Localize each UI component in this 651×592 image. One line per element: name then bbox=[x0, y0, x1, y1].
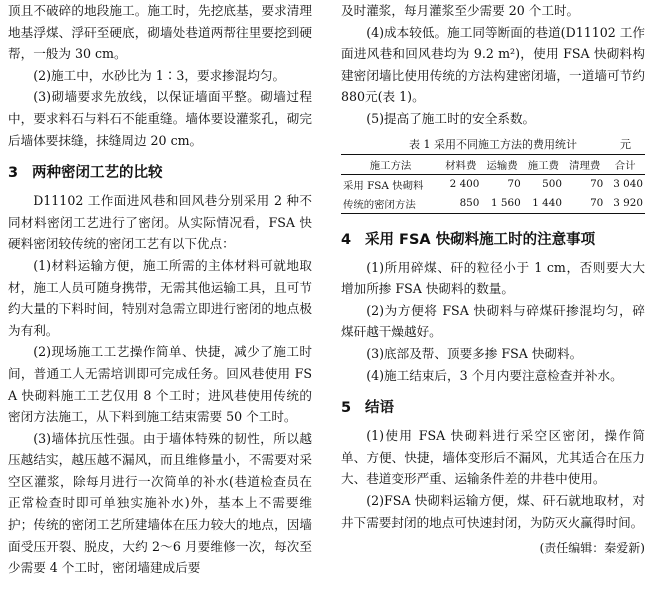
table-cell: 500 bbox=[542, 178, 562, 191]
table-caption-text: 表 1 采用不同施工方法的费用统计 bbox=[409, 137, 577, 151]
table-row bbox=[341, 174, 645, 194]
table-header: 施工方法 bbox=[341, 154, 440, 174]
table-cell: 70 bbox=[590, 178, 604, 191]
table-row bbox=[341, 194, 645, 214]
table-caption bbox=[341, 136, 645, 152]
table-header: 施工费 bbox=[523, 154, 564, 174]
table-cell: 1 440 bbox=[532, 197, 562, 210]
paragraph: 及时灌浆，每月灌浆至少需要 20 个工时。 bbox=[341, 3, 580, 18]
section-title: 结语 bbox=[365, 400, 394, 417]
paragraph: (2)施工中，水砂比为 1∶3，要求掺混均匀。 bbox=[33, 67, 286, 83]
paragraph: 顶且不破碎的地段施工。施工时，先挖底基，要求清理地基浮煤、浮矸至硬底，砌墙处巷道两帮往里要挖到硬帮，一般为 30 cm。 bbox=[8, 3, 312, 62]
editor-credit: (责任编辑：秦爱新) bbox=[539, 541, 645, 556]
table-cell: 70 bbox=[590, 197, 604, 210]
paragraph: D11102 工作面进风巷和回风巷分别采用 2 种不同材料密闭工艺进行了密闭。从实际情况看，FSA 快硬料密闭较传统的密闭工艺有以下优点： bbox=[8, 193, 312, 252]
table-cell: 2 400 bbox=[449, 178, 480, 191]
left-column bbox=[8, 0, 312, 579]
table-cell: 传统的密闭方法 bbox=[343, 198, 416, 211]
right-column bbox=[341, 0, 645, 556]
table-header: 材料费 bbox=[440, 154, 481, 174]
table-cell: 3 040 bbox=[613, 178, 643, 191]
paragraph: (1)材料运输方便，施工所需的主体材料可就地取材，施工人员可随身携带，无需其他运输工具，且可节约大量的下料时间，特别对急需立即进行密闭的地点极为有利。 bbox=[8, 257, 312, 338]
paragraph: (2)为方便将 FSA 快砌料与碎煤矸掺混均匀，碎煤矸越干燥越好。 bbox=[341, 302, 645, 340]
table-cell: 70 bbox=[507, 178, 521, 191]
section-heading-5 bbox=[341, 396, 645, 417]
section-number: 5 bbox=[341, 400, 352, 417]
section-heading-4 bbox=[341, 228, 645, 249]
table-header: 合计 bbox=[605, 154, 645, 174]
paragraph: (1)所用碎煤、矸的粒径小于 1 cm，否则要大大增加所掺 FSA 快砌料的数量。 bbox=[341, 259, 645, 297]
paragraph: (2)现场施工工艺操作简单、快捷，减少了施工时间，普通工人无需培训即可完成任务。回风巷使用 FSA 快砌料施工工艺仅用 8 个工时；进风巷使用传统的密闭方法施工，从下料到施工结束需要 50 个工时。 bbox=[8, 344, 312, 425]
table-cell: 1 560 bbox=[490, 197, 521, 210]
paragraph: (4)成本较低。施工同等断面的巷道(D11102 工作面进风巷和回风巷均为 9.2 m²)，使用 FSA 快砌料构建密闭墙比使用传统的方法构建密闭墙，一道墙可节约 880元(表 1)。 bbox=[341, 24, 645, 105]
section-title: 两种密闭工艺的比较 bbox=[32, 165, 163, 182]
table-cell: 850 bbox=[459, 197, 480, 210]
table-header: 清理费 bbox=[564, 154, 605, 174]
section-title: 采用 FSA 快砌料施工时的注意事项 bbox=[365, 231, 596, 248]
table-cell: 采用 FSA 快砌料 bbox=[343, 179, 424, 192]
paragraph: (4)施工结束后，3 个月内要注意检查并补水。 bbox=[366, 367, 623, 383]
cost-table bbox=[341, 154, 645, 214]
paragraph: (5)提高了施工时的安全系数。 bbox=[366, 110, 536, 126]
paragraph: (3)砌墙要求先放线，以保证墙面平整。砌墙过程中，要求料石与料石不能重缝。墙体要设灌浆孔，砌完后墙体要抹缝，抹缝周边 20 cm。 bbox=[8, 89, 312, 148]
section-heading-3 bbox=[8, 161, 312, 182]
table-cell: 3 920 bbox=[613, 197, 643, 210]
section-number: 3 bbox=[8, 165, 19, 182]
paragraph: (3)墙体抗压性强。由于墙体特殊的韧性，所以越压越结实，越压越不漏风，而且维修量小，不需要对采空区灌浆，除每月进行一次简单的补水(巷道检查员在正常检查时即可单独实施补水)外，基本上不需要维护；传统的密闭工艺所建墙体在压力较大的地点，因墙面受压开裂、脱皮，大约 2～6 月要维修一次，每次至少需要 4 个工时，密闭墙建成后要 bbox=[8, 430, 312, 576]
table-header: 运输费 bbox=[481, 154, 522, 174]
section-number: 4 bbox=[341, 231, 352, 248]
paragraph: (2)FSA 快砌料运输方便，煤、矸石就地取材，对井下需要封闭的地点可快速封闭，为防灭火赢得时间。 bbox=[341, 492, 645, 530]
table-unit: 元 bbox=[620, 137, 631, 151]
paragraph: (3)底部及帮、顶要多掺 FSA 快砌料。 bbox=[366, 345, 583, 361]
paragraph: (1)使用 FSA 快砌料进行采空区密闭，操作简单、方便、快捷，墙体变形后不漏风，尤其适合在压力大、巷道变形严重、运输条件差的井巷中使用。 bbox=[341, 428, 645, 487]
table-header-row bbox=[341, 154, 645, 174]
